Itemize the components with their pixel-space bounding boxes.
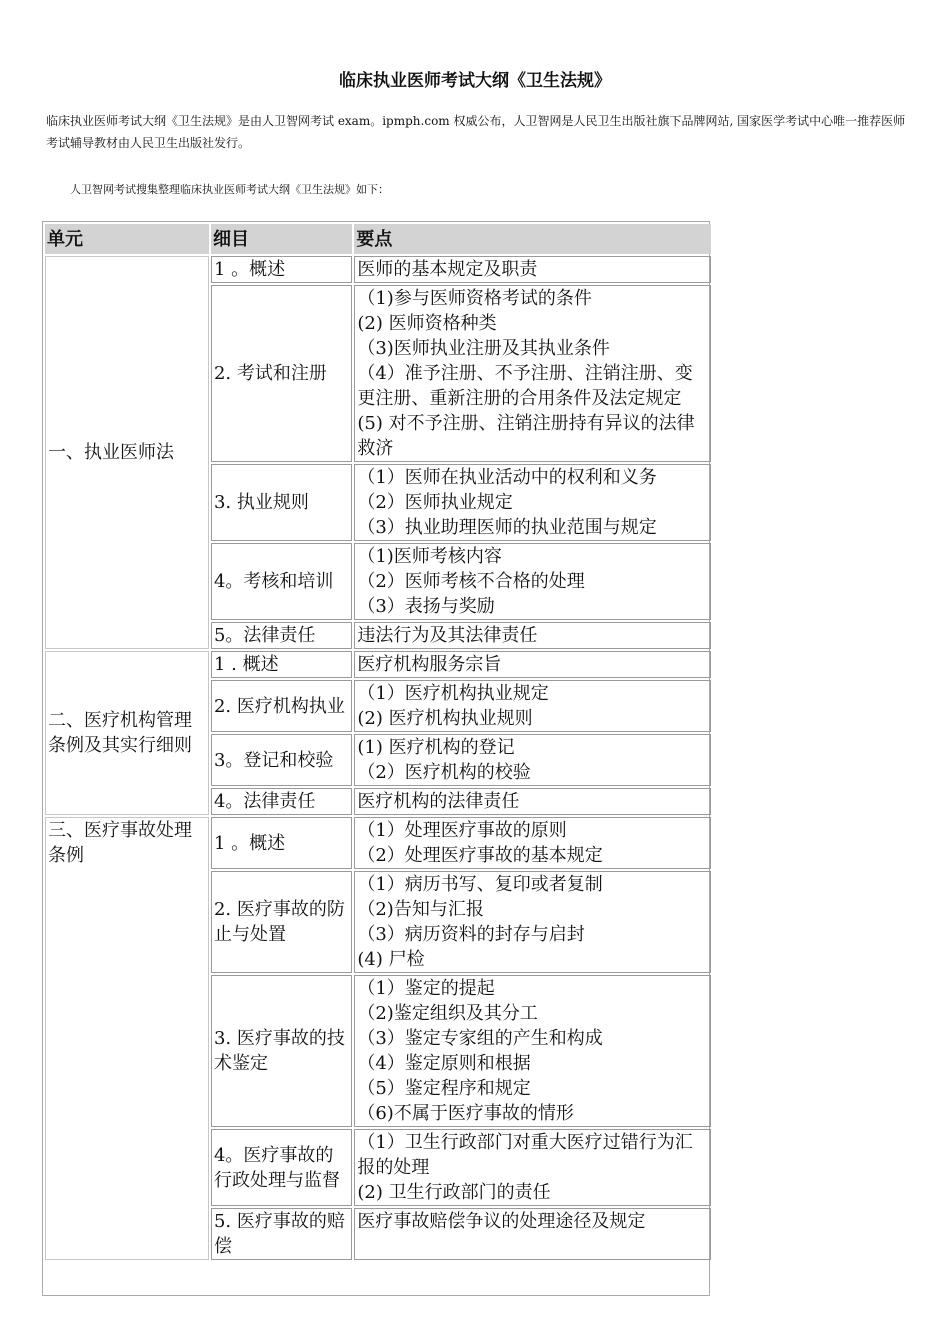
point-cell: [354, 464, 711, 541]
item-cell: 3. 医疗事故的技术鉴定: [211, 975, 352, 1127]
table-row: [45, 256, 711, 283]
point-text: （5）鉴定程序和规定: [357, 1078, 531, 1099]
intro-note: 人卫智网考试搜集整理临床执业医师考试大纲《卫生法规》如下：: [70, 183, 389, 196]
point-text: （2)告知与汇报: [357, 899, 484, 920]
point-text: （3）表扬与奖励: [357, 596, 495, 617]
point-text: （4）鉴定原则和根据: [357, 1053, 531, 1074]
point-text: (2) 医疗机构执业规则: [357, 708, 533, 729]
point-cell: [354, 734, 711, 786]
point-text: （1）处理医疗事故的原则: [357, 820, 567, 841]
unit-cell: 二、医疗机构管理条例及其实行细则: [45, 651, 209, 815]
point-cell: [354, 788, 711, 815]
point-cell: [354, 680, 711, 732]
point-text: （1）医师在执业活动中的权利和义务: [357, 467, 657, 488]
table-header-row: [45, 224, 711, 254]
point-text: 医疗机构的法律责任: [357, 791, 520, 812]
syllabus-table: [43, 222, 713, 1262]
point-text: （1)参与医师资格考试的条件: [357, 288, 592, 309]
point-text: （1）卫生行政部门对重大医疗过错行为汇报的处理: [357, 1132, 693, 1178]
point-cell: [354, 1208, 711, 1260]
unit-cell: 一、执业医师法: [45, 256, 209, 649]
item-cell: 2. 医疗事故的防止与处置: [211, 871, 352, 973]
table-row: [45, 651, 711, 678]
header-item: 细目: [211, 224, 352, 254]
item-cell: 1 。概述: [211, 817, 352, 869]
item-cell: 4。医疗事故的行政处理与监督: [211, 1129, 352, 1206]
item-cell: 5。法律责任: [211, 622, 352, 649]
point-cell: [354, 871, 711, 973]
point-cell: [354, 285, 711, 462]
point-text: （3)医师执业注册及其执业条件: [357, 338, 610, 359]
item-cell: 1 。概述: [211, 256, 352, 283]
point-text: （4）准予注册、不予注册、注销注册、变更注册、重新注册的合用条件及法定规定: [357, 363, 693, 409]
unit-cell: 三、医疗事故处理条例: [45, 817, 209, 1260]
point-text: 违法行为及其法律责任: [357, 625, 538, 646]
point-text: （2）医师执业规定: [357, 492, 513, 513]
header-unit: 单元: [45, 224, 209, 254]
item-cell: 3. 执业规则: [211, 464, 352, 541]
point-text: （1）鉴定的提起: [357, 978, 495, 999]
syllabus-table-frame: [42, 221, 710, 1296]
point-text: 医疗机构服务宗旨: [357, 654, 502, 675]
point-text: 医疗事故赔偿争议的处理途径及规定: [357, 1211, 646, 1232]
point-text: （3）病历资料的封存与启封: [357, 924, 585, 945]
point-text: （6)不属于医疗事故的情形: [357, 1103, 574, 1124]
point-text: 医师的基本规定及职责: [357, 259, 538, 280]
header-point: 要点: [354, 224, 711, 254]
point-text: (2) 卫生行政部门的责任: [357, 1182, 551, 1203]
item-cell: 3。登记和校验: [211, 734, 352, 786]
point-text: (5) 对不予注册、注销注册持有异议的法律救济: [357, 413, 695, 459]
point-cell: [354, 651, 711, 678]
point-text: （3）鉴定专家组的产生和构成: [357, 1028, 603, 1049]
item-cell: 4。法律责任: [211, 788, 352, 815]
item-cell: 2. 医疗机构执业: [211, 680, 352, 732]
point-cell: [354, 256, 711, 283]
point-text: （1）病历书写、复印或者复制: [357, 874, 603, 895]
page-title: 临床执业医师考试大纲《卫生法规》: [339, 71, 611, 91]
item-cell: 5. 医疗事故的赔偿: [211, 1208, 352, 1260]
item-cell: 2. 考试和注册: [211, 285, 352, 462]
point-text: （2）医疗机构的校验: [357, 762, 531, 783]
point-text: (1) 医疗机构的登记: [357, 737, 515, 758]
point-cell: [354, 622, 711, 649]
intro-paragraph: 临床执业医师考试大纲《卫生法规》是由人卫智网考试 exam。ipmph.com 权威公布，人卫智网是人民卫生出版社旗下品牌网站, 国家医学考试中心唯一推荐医师考试辅导教材由人民卫生出版社发行。: [46, 114, 906, 150]
point-text: (4) 尸检: [357, 949, 425, 970]
point-cell: [354, 543, 711, 620]
point-cell: [354, 817, 711, 869]
point-text: （1）医疗机构执业规定: [357, 683, 549, 704]
point-text: （3）执业助理医师的执业范围与规定: [357, 517, 657, 538]
point-text: （2）处理医疗事故的基本规定: [357, 845, 603, 866]
point-cell: [354, 975, 711, 1127]
item-cell: 1 . 概述: [211, 651, 352, 678]
point-cell: [354, 1129, 711, 1206]
point-text: (2) 医师资格种类: [357, 313, 497, 334]
point-text: （2)鉴定组织及其分工: [357, 1003, 538, 1024]
table-row: [45, 817, 711, 869]
item-cell: 4。考核和培训: [211, 543, 352, 620]
point-text: （1)医师考核内容: [357, 546, 502, 567]
point-text: （2）医师考核不合格的处理: [357, 571, 585, 592]
